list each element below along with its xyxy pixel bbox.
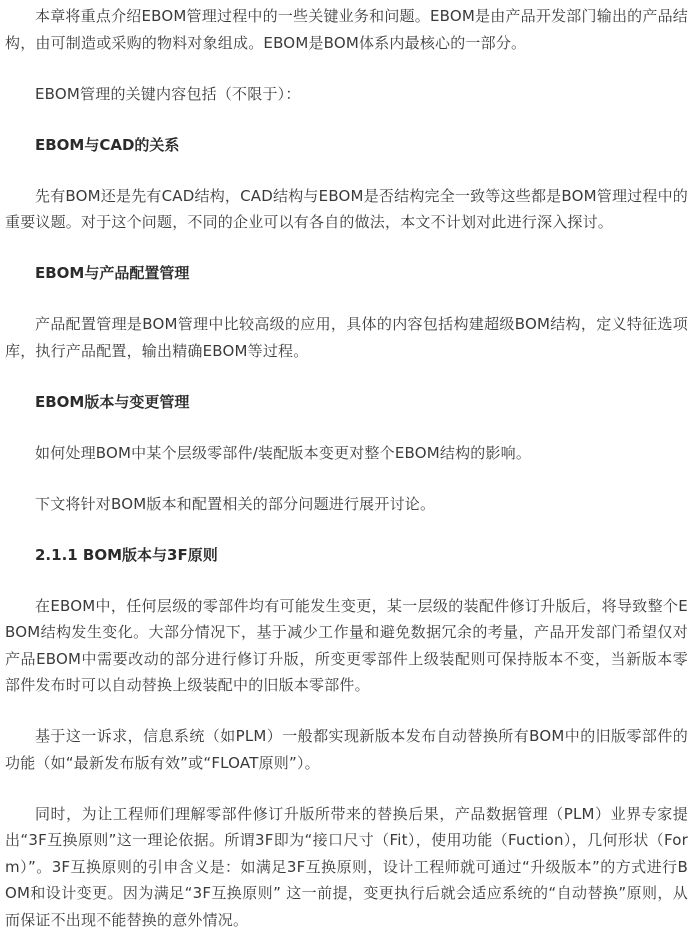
paragraph-intro: 本章将重点介绍EBOM管理过程中的一些关键业务和问题。EBOM是由产品开发部门输出的产品结构，由可制造或采购的物料对象组成。EBOM是BOM体系内最核心的一部分。 <box>5 3 688 56</box>
spacer <box>5 568 688 593</box>
spacer <box>5 56 688 81</box>
spacer <box>5 517 688 542</box>
paragraph-key-contents: EBOM管理的关键内容包括（不限于）： <box>5 81 688 108</box>
paragraph-3f-principle: 同时，为让工程师们理解零部件修订升版所带来的替换后果，产品数据管理（PLM）业界专家提出“3F互换原则”这一理论依据。所谓3F即为“接口尺寸（Fit），使用功能（Fuction），几何形状（Form）”。3F互换原则的引申含义是：如满足3F互换原则，设计工程师就可通过“升级版本”的方式进行BOM和设计变更。因为满足“3F互换原则” 这一前提，变更执行后就会适应系统的“自动替换”原则，从而保证不出现不能替换的意外情况。 <box>5 801 688 933</box>
paragraph-ebom-cad: 先有BOM还是先有CAD结构，CAD结构与EBOM是否结构完全一致等这些都是BOM管理过程中的重要议题。对于这个问题，不同的企业可以有各自的做法，本文不计划对此进行深入探讨。 <box>5 183 688 236</box>
heading-config-management: EBOM与产品配置管理 <box>5 260 688 287</box>
spacer <box>5 107 688 132</box>
spacer <box>5 364 688 389</box>
spacer <box>5 287 688 312</box>
heading-version-change: EBOM版本与变更管理 <box>5 389 688 416</box>
paragraph-plm-float: 基于这一诉求，信息系统（如PLM）一般都实现新版本发布自动替换所有BOM中的旧版零部件的功能（如“最新发布版有效”或“FLOAT原则”）。 <box>5 723 688 776</box>
paragraph-config-management: 产品配置管理是BOM管理中比较高级的应用，具体的内容包括构建超级BOM结构，定义特征选项库，执行产品配置，输出精确EBOM等过程。 <box>5 311 688 364</box>
paragraph-ebom-change: 在EBOM中，任何层级的零部件均有可能发生变更，某一层级的装配件修订升版后，将导致整个EBOM结构发生变化。大部分情况下，基于减少工作量和避免数据冗余的考量，产品开发部门希望仅对产品EBOM中需要改动的部分进行修订升版，所变更零部件上级装配则可保持版本不变，当新版本零部件发布时可以自动替换上级装配中的旧版本零部件。 <box>5 593 688 699</box>
paragraph-discussion-intro: 下文将针对BOM版本和配置相关的部分问题进行展开讨论。 <box>5 491 688 518</box>
spacer <box>5 699 688 724</box>
heading-section-2-1-1: 2.1.1 BOM版本与3F原则 <box>5 542 688 569</box>
spacer <box>5 158 688 183</box>
spacer <box>5 236 688 261</box>
paragraph-version-change: 如何处理BOM中某个层级零部件/装配版本变更对整个EBOM结构的影响。 <box>5 440 688 467</box>
spacer <box>5 466 688 491</box>
spacer <box>5 776 688 801</box>
spacer <box>5 415 688 440</box>
heading-ebom-cad: EBOM与CAD的关系 <box>5 132 688 159</box>
